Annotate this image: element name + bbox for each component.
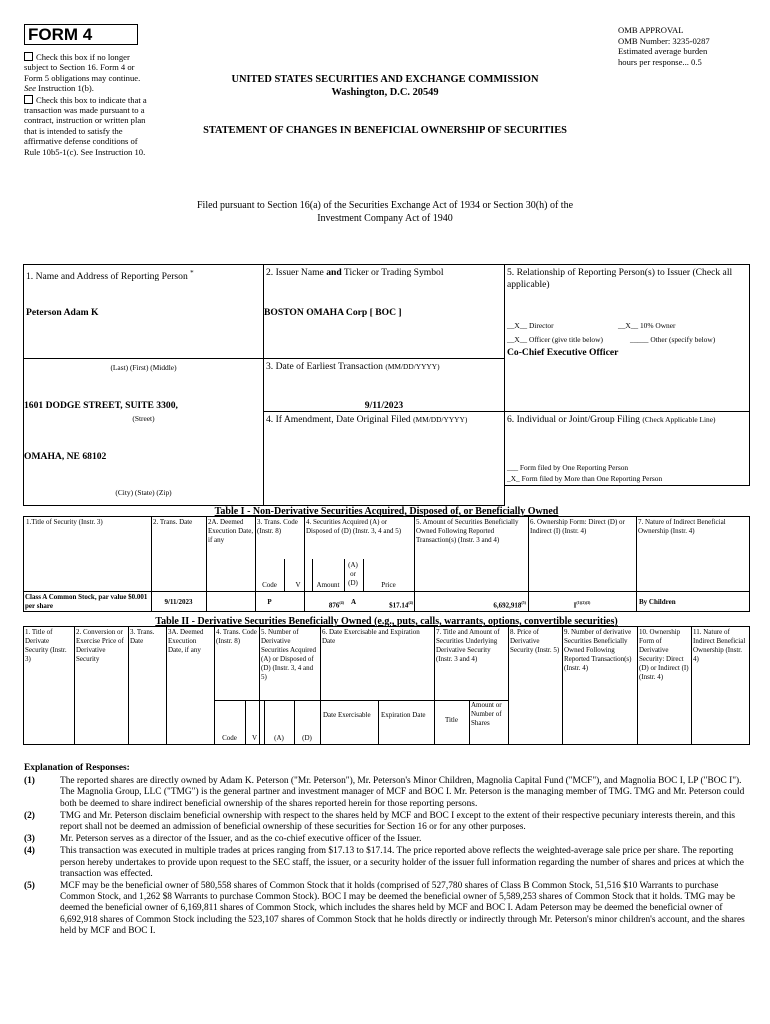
t1-col7: 7. Nature of Indirect Beneficial Ownership (Instr. 4) — [638, 518, 726, 535]
rule-10b5-checkbox[interactable] — [24, 95, 33, 104]
t2-c8: 8. Price of Derivative Security (Instr. 5) — [510, 628, 560, 654]
t2-div4 — [214, 626, 215, 745]
one-person-check[interactable]: ___ Form filed by One Reporting Person — [507, 463, 629, 472]
t1-col2a: 2A. Deemed Execution Date, if any — [208, 518, 254, 544]
street-address: 1601 DODGE STREET, SUITE 3300, — [24, 400, 178, 411]
checkbox1-text: Check this box if no longer subject to Section 16. Form 4 or Form 5 obligations may continue. — [24, 52, 141, 83]
name-caption: (Last) (First) (Middle) — [110, 363, 177, 372]
explanation-section — [24, 763, 750, 938]
box3-label — [266, 361, 440, 373]
t1-sub-price: Price — [381, 581, 396, 589]
footnote-text: Mr. Peterson serves as a director of the Issuer, and as the co-chief executive officer of the Issuer. — [60, 834, 422, 845]
t1-amount-fn: (4) — [339, 600, 344, 605]
footnote-number: (2) — [24, 810, 35, 821]
checkbox2-text: Check this box to indicate that a transaction was made pursuant to a contract, instruction or written plan that is intended to satisfy the affirmative defense conditions of Rule 10b5-1(c). See Instruction 10. — [24, 94, 147, 157]
checkbox1-see: See — [24, 83, 36, 94]
t2-c10: 10. Ownership Form of Derivative Security: Direct (D) or Indirect (I) (Instr. 4) — [639, 628, 689, 681]
t1-owned: 6,692,918 — [493, 601, 522, 610]
agency-name: UNITED STATES SECURITIES AND EXCHANGE COMMISSION — [231, 74, 539, 85]
box1-address-frame — [23, 358, 264, 506]
t2-c3a: 3A. Deemed Execution Date, if any — [168, 628, 204, 654]
t1-row-line — [23, 591, 750, 592]
t2-sub-div-title — [469, 700, 470, 745]
t2-div6 — [320, 626, 321, 745]
box1-label — [26, 267, 194, 283]
t1-form-fn: (1)(2)(3) — [576, 600, 591, 605]
footnote — [24, 846, 750, 880]
t1-col2: 2. Trans. Date — [153, 518, 193, 526]
t2-s-amount: Amount or Number of Shares — [471, 701, 502, 727]
t1-nature: By Children — [639, 598, 676, 606]
t1-trans-date: 9/11/2023 — [164, 598, 193, 606]
box2-label-a: 2. Issuer Name — [266, 267, 324, 278]
t1-price-fn: (4) — [408, 600, 413, 605]
t2-div9 — [562, 626, 563, 745]
t1-owned-cell — [416, 598, 526, 610]
t2-c7: 7. Title and Amount of Securities Underlying Derivative Security (Instr. 3 and 4) — [436, 628, 500, 663]
box2-label-and: and — [326, 267, 342, 278]
issuer-name: BOSTON OMAHA Corp [ BOC ] — [264, 307, 402, 318]
footnote — [24, 776, 750, 810]
t2-c5: 5. Number of Derivative Securities Acquired (A) or Disposed of (D) (Instr. 3, 4 and 5) — [261, 628, 317, 681]
reporting-person-name: Peterson Adam K — [26, 307, 99, 318]
footnote-text: This transaction was executed in multiple trades at prices ranging from $17.13 to $17.14. The price reported above reflects the weighted-average sale price per share. The reporting person hereby undertakes to provide upon request to the SEC staff, the issuer, or a security holder of the issuer full information regarding the number of shares and prices at which the transaction was effected. — [60, 846, 744, 879]
footnote-number: (1) — [24, 776, 35, 787]
t1-sub-v: V — [295, 581, 301, 589]
t1-col4: 4. Securities Acquired (A) or Disposed of (D) (Instr. 3, 4 and 5) — [306, 518, 402, 535]
director-check[interactable]: __X__ Director — [507, 321, 554, 330]
t2-s-code: Code — [222, 734, 237, 742]
t2-c4: 4. Trans. Code (Instr. 8) — [216, 628, 257, 645]
t1-sub-amount: Amount — [316, 581, 340, 589]
form-title: FORM 4 — [24, 24, 138, 45]
agency-block — [190, 74, 580, 99]
box3-label-fmt: (MM/DD/YYYY) — [385, 362, 440, 371]
box2-label — [266, 267, 444, 279]
t2-div7 — [434, 626, 435, 745]
t1-security: Class A Common Stock, par value $0.001 per share — [25, 593, 148, 610]
t2-div8 — [508, 626, 509, 745]
t1-aord: A — [350, 598, 357, 606]
omb-hours: hours per response... 0.5 — [618, 56, 702, 67]
box2-label-b: Ticker or Trading Symbol — [343, 267, 444, 278]
no-longer-subject-checkbox[interactable] — [24, 52, 33, 61]
box3-label-text: 3. Date of Earliest Transaction — [266, 361, 383, 372]
footnote-number: (3) — [24, 834, 35, 845]
omb-approval: OMB APPROVAL — [618, 25, 684, 35]
city-state-zip: OMAHA, NE 68102 — [24, 451, 107, 462]
t1-price-cell — [363, 598, 413, 610]
street-caption: (Street) — [132, 414, 155, 423]
t2-sub-div-exp — [378, 700, 379, 745]
t1-amount-cell — [312, 598, 344, 610]
t1-col3: 3. Trans. Code (Instr. 8) — [257, 518, 298, 535]
t1-div7 — [636, 516, 637, 612]
statement-title: STATEMENT OF CHANGES IN BENEFICIAL OWNERSHIP OF SECURITIES — [203, 125, 567, 136]
t1-div5 — [414, 516, 415, 612]
earliest-transaction-date: 9/11/2023 — [364, 400, 404, 411]
t1-col6: 6. Ownership Form: Direct (D) or Indirect (I) (Instr. 4) — [530, 518, 625, 535]
other-check[interactable]: _____ Other (specify below) — [630, 335, 716, 344]
t2-s-exp: Expiration Date — [381, 711, 426, 719]
table1-title: Table I - Non-Derivative Securities Acquired, Disposed of, or Beneficially Owned — [214, 506, 559, 517]
t2-sub-line — [214, 700, 508, 701]
omb-approval-box — [618, 25, 758, 67]
footnote-text: TMG and Mr. Peterson disclaim beneficial ownership with respect to the shares held by MCF and BOC I except to the extent of their respective pecuniary interests therein, and this report shall not be deemed an admission of beneficial ownership of these securities for Section 16 or for any other purposes. — [60, 810, 736, 833]
t1-div4 — [304, 516, 305, 612]
agency-city: Washington, D.C. 20549 — [331, 86, 439, 98]
t1-form-cell — [528, 598, 636, 610]
footnote-text: The reported shares are directly owned by Adam K. Peterson ("Mr. Peterson"), Mr. Peterson's Minor Children, Magnolia Capital Fund ("MCF"), and Magnolia BOC I, LP ("BOC I"). The Magnolia Group, LLC ("TMG") is the general partner and investment manager of MCF and BOC I. Mr. Peterson is the managing member of TMG. TMG and Mr. Peterson could both be deemed to share indirect beneficial ownership of the shares reported herein for those reporting persons. — [60, 776, 745, 809]
checkbox1-instr: Instruction 1(b). — [38, 83, 94, 94]
footnote — [24, 811, 750, 833]
t2-c9: 9. Number of derivative Securities Beneficially Owned Following Reported Transaction(s) (Instr. 4) — [564, 628, 632, 672]
omb-number: OMB Number: 3235-0287 — [618, 35, 710, 46]
t1-col5: 5. Amount of Securities Beneficially Owned Following Reported Transaction(s) (Instr. 3 and 4) — [416, 518, 519, 544]
filed-line1: Filed pursuant to Section 16(a) of the Securities Exchange Act of 1934 or Section 30(h) of the — [196, 200, 574, 211]
t1-trans-code: P — [267, 598, 272, 606]
ten-pct-owner-check[interactable]: __X__ 10% Owner — [618, 321, 676, 330]
t2-c11: 11. Nature of Indirect Beneficial Ownership (Instr. 4) — [693, 628, 746, 663]
t1-owned-fn: (5) — [521, 600, 526, 605]
t1-col1: 1.Title of Security (Instr. 3) — [26, 518, 103, 526]
box6-label-text: 6. Individual or Joint/Group Filing — [507, 414, 640, 425]
box1-label-star: * — [190, 269, 194, 277]
t2-div1 — [74, 626, 75, 745]
t2-s-a: (A) — [274, 734, 284, 742]
footnote — [24, 881, 750, 937]
t1-sub-aord: (A) or (D) — [348, 561, 358, 587]
t2-s-date-ex: Date Exercisable — [323, 711, 371, 719]
t2-s-d: (D) — [302, 734, 312, 742]
footnote-number: (5) — [24, 881, 35, 892]
city-caption: (City) (State) (Zip) — [115, 488, 172, 497]
t1-price: $17.14 — [389, 601, 409, 610]
box4-label — [266, 414, 467, 426]
multi-person-check[interactable]: _X_ Form filed by More than One Reporting Person — [507, 474, 663, 483]
t2-c3: 3. Trans. Date — [130, 628, 155, 645]
t1-amount: 876 — [328, 601, 340, 610]
t1-div2 — [206, 516, 207, 612]
explanation-heading: Explanation of Responses: — [24, 763, 130, 773]
t2-c2: 2. Conversion or Exercise Price of Derivative Security — [76, 628, 124, 663]
filed-pursuant — [140, 199, 630, 225]
t2-c1: 1. Title of Derivate Security (Instr. 3) — [25, 628, 67, 663]
t2-s-v: V — [251, 734, 258, 742]
t2-div3 — [166, 626, 167, 745]
footnote-text: MCF may be the beneficial owner of 580,558 shares of Common Stock that it holds (comprised of 527,780 shares of Class B Common Stock, 51,516 $10 Warrants to purchase Common Stock, and 1,262 $8 Warrants to purchase Common Stock). BOC I may be deemed the beneficial owner of 5,589,253 shares of Common Stock that it holds. TMG may be deemed the beneficial owner of 6,169,811 shares of Common Stock, which includes the shares held by MCF and BOC I. Adam Peterson may be deemed the beneficial owner of 6,692,918 shares of Common Stock including the 523,107 shares of Common Stock that he holds directly or indirectly through Mr. Peterson's minor children's account, and the shares held by MCF and BOC I. — [60, 881, 745, 936]
box4-label-text: 4. If Amendment, Date Original Filed — [266, 414, 411, 425]
box6-label — [507, 414, 747, 426]
checkbox2-row — [24, 95, 152, 157]
box6-label-check: (Check Applicable Line) — [642, 415, 716, 424]
t2-div5 — [259, 626, 260, 745]
t1-sub-code: Code — [262, 581, 277, 589]
officer-check[interactable]: __X__ Officer (give title below) — [507, 335, 603, 344]
box1-label-text: 1. Name and Address of Reporting Person — [26, 271, 188, 283]
box4-label-fmt: (MM/DD/YYYY) — [413, 415, 468, 424]
omb-burden: Estimated average burden — [618, 46, 708, 57]
table2-title: Table II - Derivative Securities Beneficially Owned (e.g., puts, calls, warrants, options, convertible securities) — [155, 616, 618, 627]
checkbox1-row — [24, 52, 152, 94]
t1-form: I — [573, 601, 577, 610]
t2-c6: 6. Date Exercisable and Expiration Date — [322, 628, 420, 645]
officer-title: Co-Chief Executive Officer — [507, 347, 619, 358]
t2-s-title: Title — [445, 716, 458, 724]
footnote — [24, 834, 750, 845]
footnote-number: (4) — [24, 846, 35, 857]
t2-div11 — [691, 626, 692, 745]
box5-label: 5. Relationship of Reporting Person(s) to Issuer (Check all applicable) — [507, 267, 733, 290]
filed-line2: Investment Company Act of 1940 — [317, 213, 453, 224]
t2-div10 — [637, 626, 638, 745]
t2-div2 — [128, 626, 129, 745]
left-notes — [24, 52, 152, 157]
